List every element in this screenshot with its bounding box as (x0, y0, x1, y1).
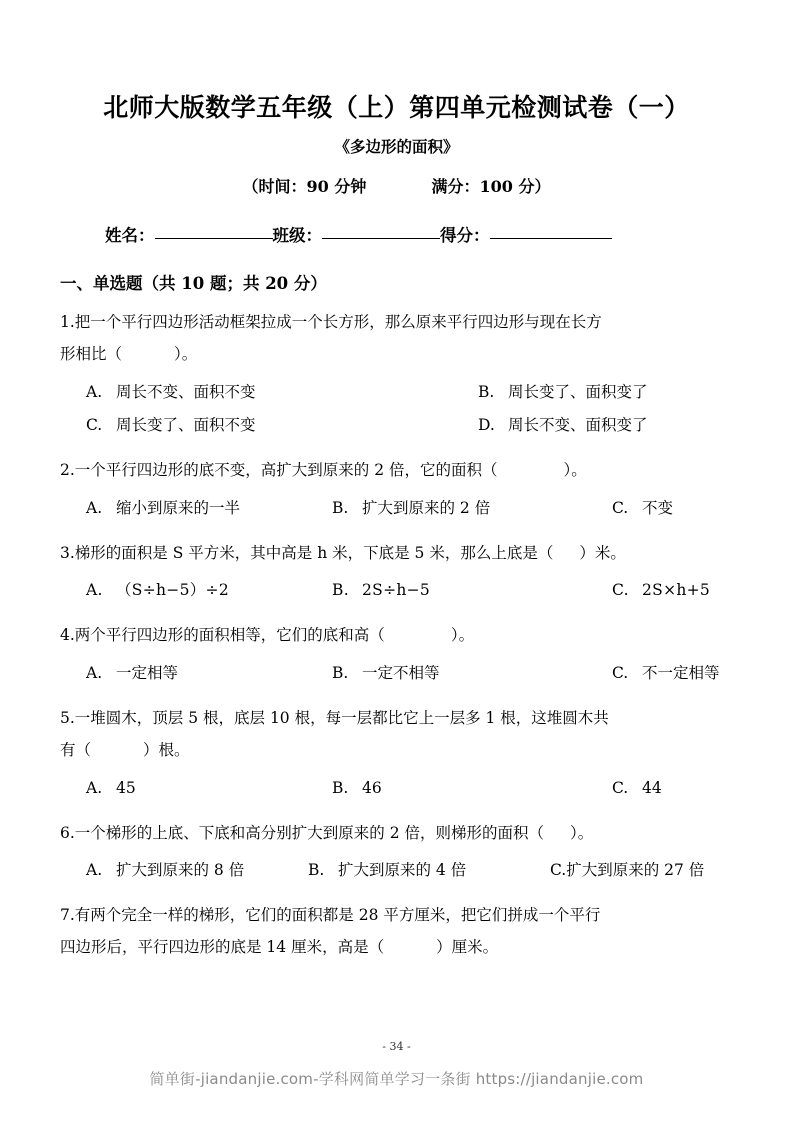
page-number: - 34 - (382, 1040, 411, 1053)
question-3-body-post: ）米。 (579, 543, 626, 562)
question-3-option-b[interactable] (332, 575, 430, 605)
question-2-body-post: ）。 (563, 460, 587, 479)
question-3-options (60, 569, 745, 608)
question-2-option-b[interactable] (332, 493, 490, 523)
score-field[interactable] (440, 222, 612, 246)
question-4-option-b[interactable] (332, 658, 440, 688)
footer-watermark: 简单街-jiandanjie.com-学科网简单学习一条街 https://jiandanjie.com (149, 1070, 644, 1088)
question-3-body-pre: 梯形的面积是 S 平方米，其中高是 h 米，下底是 5 米，那么上底是（ (74, 543, 554, 562)
option-text: （S÷h−5）÷2 (116, 581, 229, 600)
option-mark: A. (86, 382, 103, 401)
option-mark: A. (86, 861, 103, 880)
option-text: 不变 (642, 498, 674, 517)
question-5-option-a[interactable] (86, 773, 136, 803)
page-subtitle: 《多边形的面积》 (334, 137, 459, 157)
question-5 (0, 691, 793, 806)
option-text: 2S÷h−5 (362, 581, 431, 600)
question-5-number: 5. (60, 709, 75, 728)
option-text: 扩大到原来的 27 倍 (566, 861, 705, 880)
question-1-line1: 把一个平行四边形活动框架拉成一个长方形，那么原来平行四边形与现在长方 (74, 313, 602, 332)
section-heading: 一、单选题（共 10 题；共 20 分） (60, 274, 327, 294)
question-1-text (60, 295, 745, 371)
question-1-option-d[interactable] (478, 410, 648, 440)
question-1-number: 1. (60, 313, 75, 332)
question-2-option-a[interactable] (86, 493, 240, 523)
name-field[interactable] (105, 222, 273, 246)
question-7-line1: 有两个完全一样的梯形，它们的面积都是 28 平方厘米，把它们拼成一个平行 (74, 906, 601, 925)
question-6-body-post: ）。 (570, 823, 594, 842)
option-mark: A. (86, 581, 103, 600)
question-3-option-c[interactable] (612, 575, 710, 605)
class-field[interactable] (273, 222, 441, 246)
question-6 (0, 806, 793, 889)
option-mark: A. (86, 664, 103, 683)
question-6-option-c[interactable] (550, 855, 704, 885)
option-text: 周长不变、面积不变 (116, 382, 256, 401)
question-7-text (60, 888, 745, 964)
question-3-text (60, 526, 745, 570)
question-7-line2-post: ）厘米。 (436, 938, 499, 957)
question-5-option-b[interactable] (332, 773, 382, 803)
option-text: 2S×h+5 (642, 581, 711, 600)
question-5-text (60, 691, 745, 767)
question-2-options-row-1 (60, 493, 745, 526)
question-1-option-a[interactable] (86, 377, 256, 407)
question-4-options-row-1 (60, 658, 745, 691)
question-1-options-row-2 (60, 410, 745, 443)
name-label: 姓名： (105, 226, 155, 246)
option-mark: B. (332, 778, 349, 797)
question-1-option-b[interactable] (478, 377, 648, 407)
option-mark: C. (550, 861, 567, 880)
option-mark: A. (86, 498, 103, 517)
option-text: 不一定相等 (642, 664, 720, 683)
option-mark: B. (308, 861, 325, 880)
option-text: 一定不相等 (362, 664, 440, 683)
question-3-number: 3. (60, 543, 75, 562)
question-2 (0, 443, 793, 526)
question-1-options (60, 371, 745, 443)
option-mark: B. (332, 581, 349, 600)
option-text: 扩大到原来的 2 倍 (362, 498, 491, 517)
question-3-options-row-1 (60, 575, 745, 608)
option-mark: C. (612, 778, 629, 797)
question-4-options (60, 652, 745, 691)
question-3-option-a[interactable] (86, 575, 229, 605)
option-text: 46 (362, 778, 382, 797)
question-1-options-row-1 (60, 377, 745, 410)
question-5-line1: 一堆圆木，顶层 5 根，底层 10 根，每一层都比它上一层多 1 根，这堆圆木共 (74, 709, 609, 728)
question-6-options-row-1 (60, 855, 745, 888)
option-mark: C. (612, 664, 629, 683)
question-1-line2-pre: 形相比（ (60, 345, 123, 364)
question-6-option-a[interactable] (86, 855, 244, 885)
question-7-line2-pre: 四边形后，平行四边形的底是 14 厘米，高是（ (60, 938, 385, 957)
question-2-text (60, 443, 745, 487)
option-text: 扩大到原来的 4 倍 (338, 861, 467, 880)
question-7 (0, 888, 793, 964)
question-1 (0, 295, 793, 443)
option-text: 一定相等 (116, 664, 179, 683)
question-6-body-pre: 一个梯形的上底、下底和高分别扩大到原来的 2 倍，则梯形的面积（ (74, 823, 545, 842)
option-mark: C. (86, 415, 103, 434)
option-text: 周长变了、面积变了 (508, 382, 648, 401)
option-mark: C. (612, 581, 629, 600)
question-6-options (60, 849, 745, 888)
question-5-options-row-1 (60, 773, 745, 806)
question-5-line2-pre: 有（ (60, 740, 92, 759)
question-3 (0, 526, 793, 609)
option-mark: B. (332, 664, 349, 683)
question-4-body-post: ）。 (450, 626, 475, 645)
question-2-number: 2. (60, 460, 75, 479)
question-6-text (60, 806, 745, 850)
score-input-rule[interactable] (490, 238, 612, 239)
page-title: 北师大版数学五年级（上）第四单元检测试卷（一） (103, 93, 690, 122)
option-text: 扩大到原来的 8 倍 (116, 861, 245, 880)
question-4-text (60, 608, 745, 652)
question-1-option-c[interactable] (86, 410, 256, 440)
option-mark: D. (478, 415, 495, 434)
option-text: 周长不变、面积变了 (508, 415, 648, 434)
option-mark: B. (332, 498, 349, 517)
question-4-number: 4. (60, 626, 75, 645)
class-input-rule[interactable] (322, 238, 440, 239)
option-mark: B. (478, 382, 495, 401)
question-5-line2-post: ）根。 (143, 740, 190, 759)
exam-meta (0, 157, 793, 198)
question-6-option-b[interactable] (308, 855, 466, 885)
option-text: 44 (642, 778, 662, 797)
option-text: 缩小到原来的一半 (116, 498, 241, 517)
question-2-options (60, 487, 745, 526)
question-5-option-c[interactable] (612, 773, 662, 803)
question-2-body-pre: 一个平行四边形的底不变，高扩大到原来的 2 倍，它的面积（ (74, 460, 498, 479)
exam-time-label: （时间：90 分钟 (242, 177, 367, 197)
question-list (0, 295, 793, 964)
option-mark: A. (86, 778, 103, 797)
option-mark: C. (612, 498, 629, 517)
question-4-body-pre: 两个平行四边形的面积相等，它们的底和高（ (74, 626, 385, 645)
question-5-options (60, 767, 745, 806)
question-6-number: 6. (60, 823, 75, 842)
option-text: 周长变了、面积不变 (116, 415, 256, 434)
name-input-rule[interactable] (155, 238, 273, 239)
question-4 (0, 608, 793, 691)
score-label: 得分： (440, 226, 490, 246)
class-label: 班级： (272, 226, 322, 246)
question-4-option-c[interactable] (612, 658, 720, 688)
question-7-number: 7. (60, 906, 75, 925)
question-1-line2-post: ）。 (174, 345, 198, 364)
question-2-option-c[interactable] (612, 493, 673, 523)
student-info-row (0, 198, 793, 246)
option-text: 45 (116, 778, 136, 797)
question-4-option-a[interactable] (86, 658, 178, 688)
exam-total-score-label: 满分：100 分） (431, 177, 551, 197)
